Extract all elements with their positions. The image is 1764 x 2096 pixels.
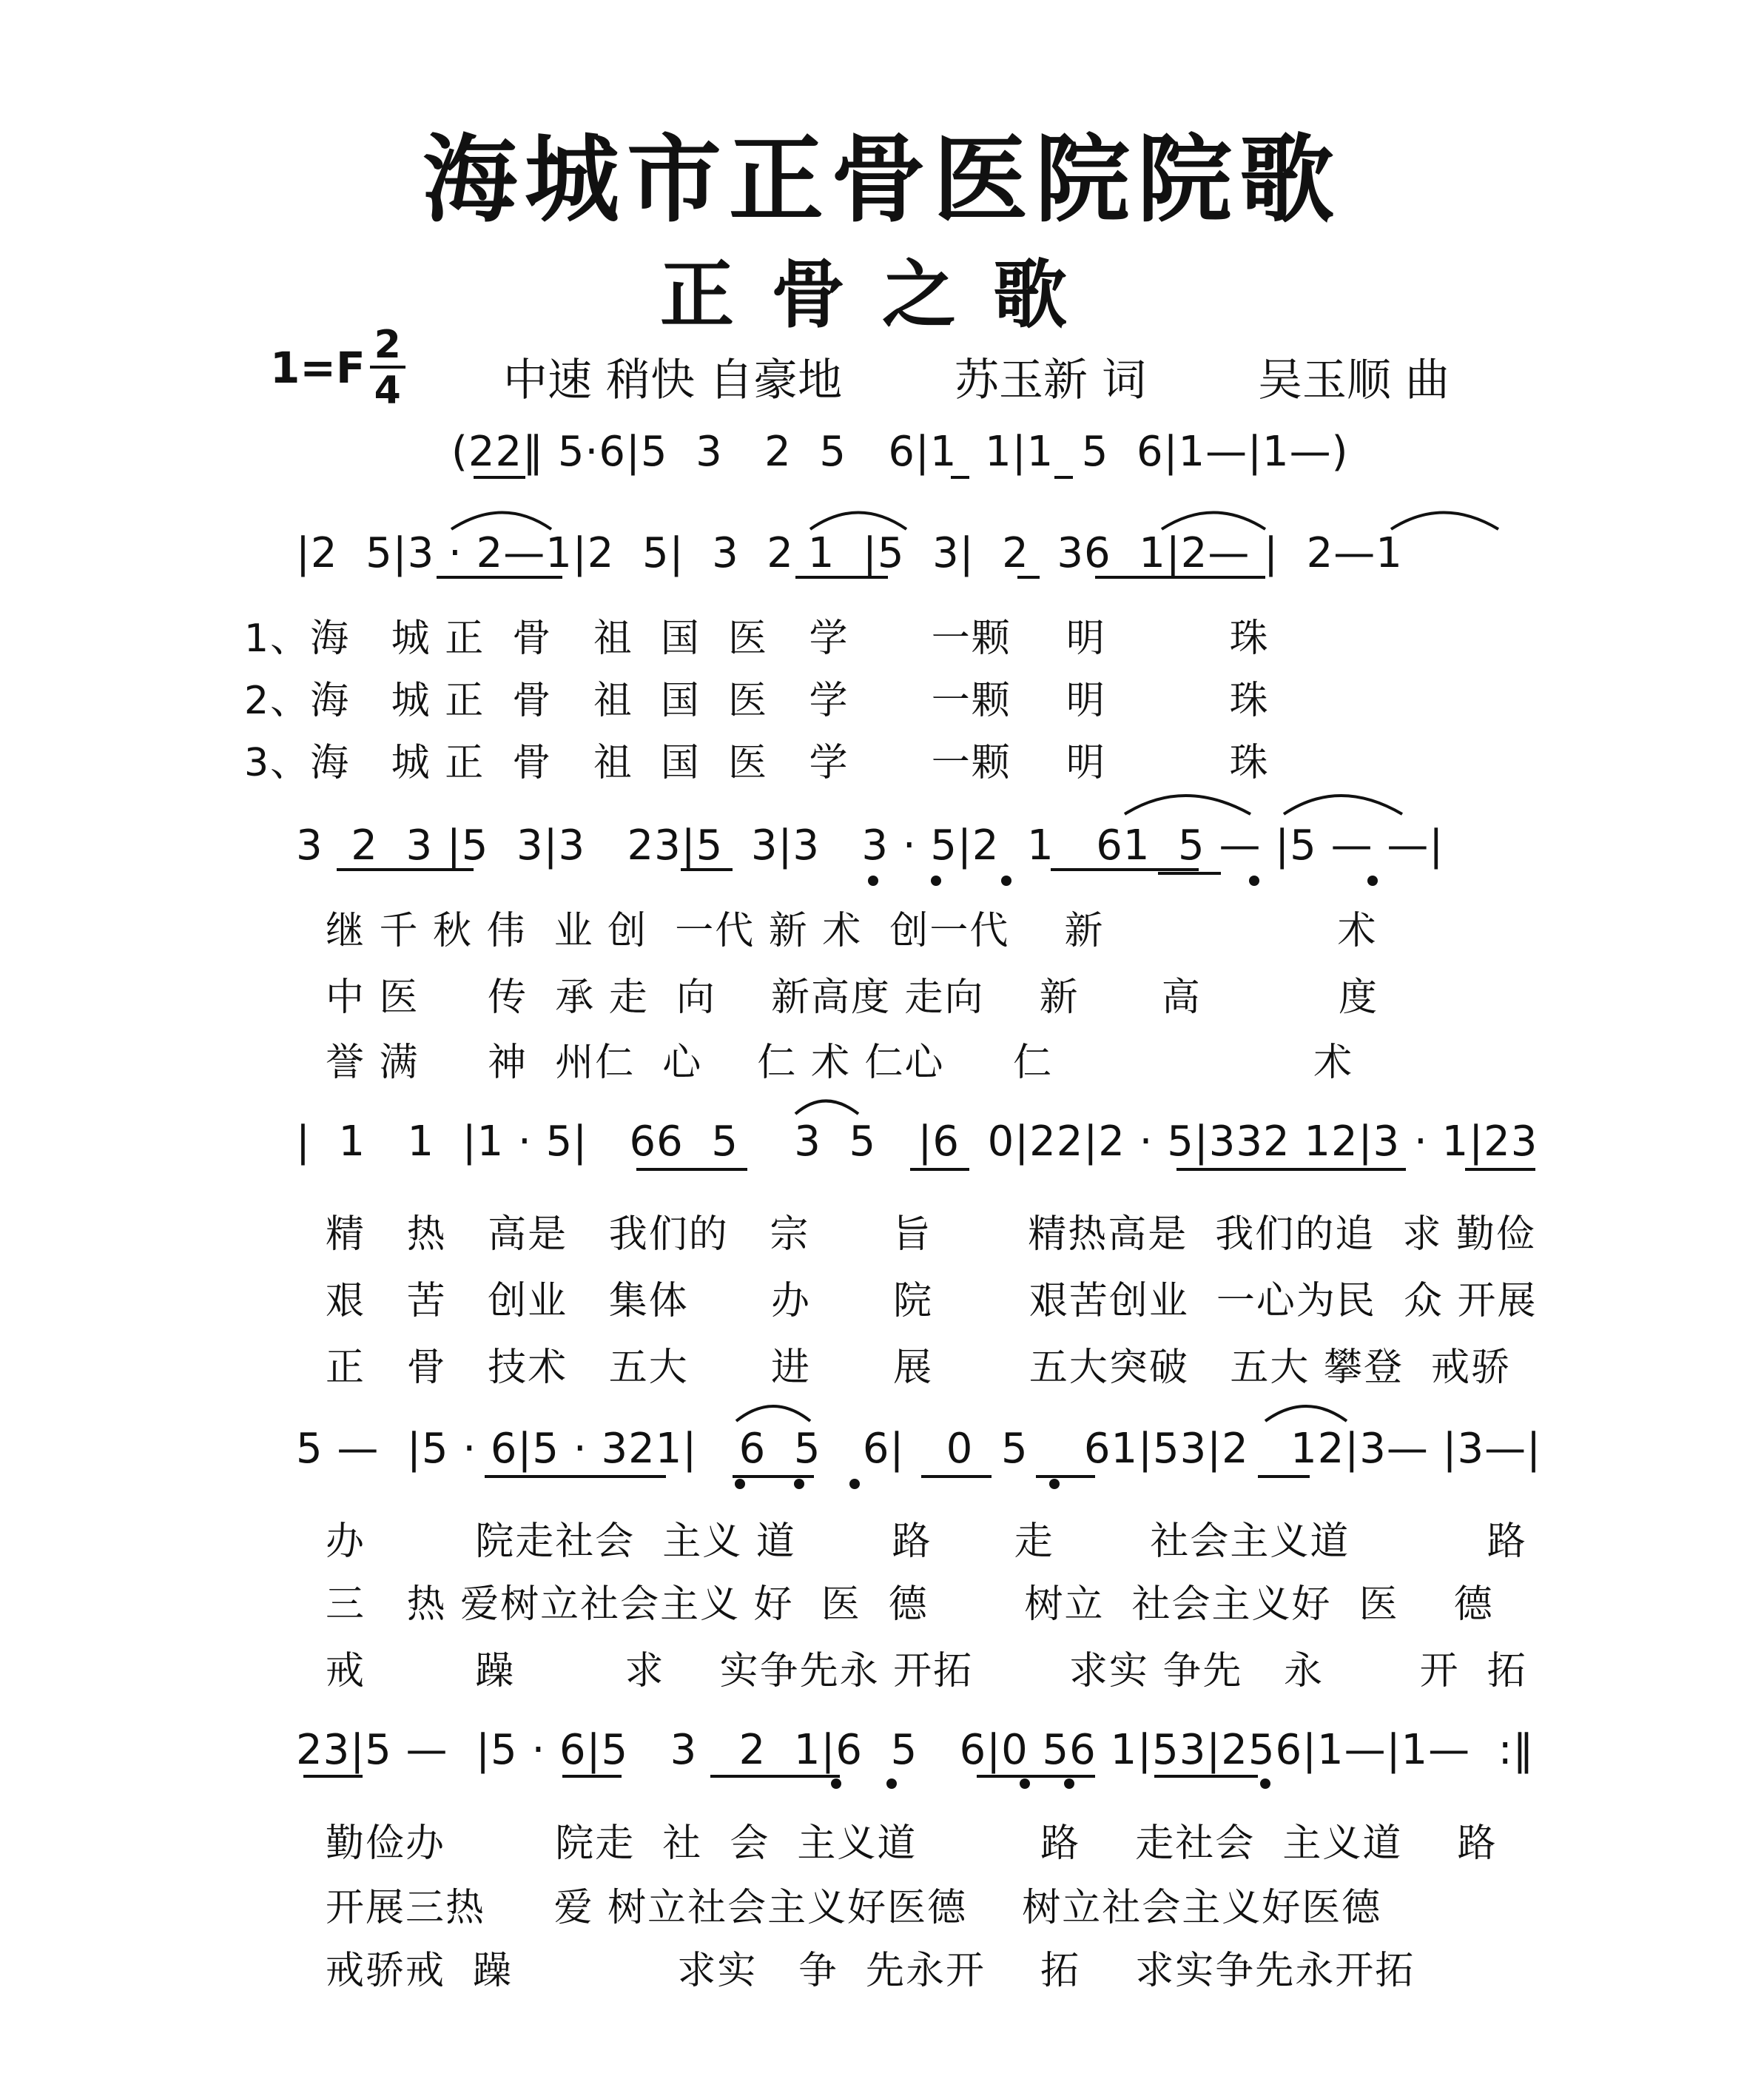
dot	[831, 1778, 841, 1789]
song-subtitle: 正骨之歌	[660, 252, 1104, 338]
system-3-lyric-verse-1: 精 热 高是 我们的 宗 旨 精热高是 我们的追 求 勤俭	[326, 1212, 1536, 1257]
slur	[1125, 796, 1250, 814]
key-label: 1=F	[270, 343, 366, 393]
dot	[1367, 876, 1378, 886]
tempo-marking: 中速 稍快 自豪地	[503, 355, 843, 406]
intro-notation: (22‖ 5·6|5 3 2 5 6|1 1|1 5 6|1—|1—)	[451, 428, 1349, 476]
dot	[1049, 1479, 1060, 1489]
system-2-lyric-verse-2: 中 医 传 承 走 向 新高度 走向 新 高 度	[326, 975, 1379, 1020]
system-1-notes: |2 5|3 · 2—1|2 5| 3 2 1 |5 3| 2 36 1|2— | 2—1	[296, 529, 1403, 577]
slur	[1162, 513, 1265, 530]
slur	[810, 513, 906, 530]
dot	[1260, 1778, 1270, 1789]
dot	[1001, 876, 1011, 886]
system-1-lyric-verse-1: 1、海 城 正 骨 祖 国 医 学 一颗 明 珠	[244, 617, 1270, 661]
system-2-notes: 3 2 3 |5 3|3 23|5 3|3 3 · 5|2 1 61 5 — |5 — —|	[296, 822, 1444, 870]
lyricist-credit: 苏玉新 词	[955, 355, 1147, 406]
time-signature	[370, 323, 405, 413]
slur	[795, 1101, 858, 1115]
system-5-lyric-verse-1: 勤俭办 院走 社 会 主义道 路 走社会 主义道 路	[326, 1821, 1498, 1866]
system-3-lyric-verse-3: 正 骨 技术 五大 进 展 五大突破 五大 攀登 戒骄	[326, 1346, 1511, 1390]
system-4-notes: 5 — |5 · 6|5 · 321| 6 5 6| 0 5 61|53|2 12|3— |3—|	[296, 1425, 1542, 1473]
system-5-lyric-verse-3: 戒骄戒 躁 求实 争 先永开 拓 求实争先永开拓	[326, 1949, 1415, 1993]
slur	[1284, 796, 1402, 814]
system-5-notes: 23|5 — |5 · 6|5 3 2 1|6 5 6|0 56 1|53|256|1—|1— :‖	[296, 1726, 1535, 1774]
dot	[735, 1479, 745, 1489]
system-1-lyric-verse-2: 2、海 城 正 骨 祖 国 医 学 一颗 明 珠	[244, 679, 1270, 723]
slur	[451, 513, 551, 530]
slur	[1391, 513, 1498, 530]
dot	[1249, 876, 1259, 886]
system-4-lyric-verse-2: 三 热 爱树立社会主义 好 医 德 树立 社会主义好 医 德	[326, 1582, 1494, 1627]
dot	[1020, 1778, 1030, 1789]
system-2-lyric-verse-1: 继 千 秋 伟 业 创 一代 新 术 创一代 新 术	[326, 909, 1378, 953]
system-5-lyric-verse-2: 开展三热 爱 树立社会主义好医德 树立社会主义好医德	[326, 1886, 1382, 1930]
dot	[931, 876, 941, 886]
system-4-lyric-verse-3: 戒 躁 求 实争先永 开拓 求实 争先 永 开 拓	[326, 1649, 1527, 1693]
dot	[1064, 1778, 1074, 1789]
composer-credit: 吴玉顺 曲	[1258, 355, 1450, 406]
dot	[849, 1479, 860, 1489]
song-title: 海城市正骨医院院歌	[422, 124, 1341, 235]
system-4-lyric-verse-1: 办 院走社会 主义 道 路 走 社会主义道 路	[326, 1519, 1527, 1564]
slur	[736, 1406, 810, 1421]
slur	[1265, 1406, 1347, 1421]
dot	[886, 1778, 897, 1789]
system-3-notes: | 1 1 |1 · 5| 66 5 3 5 |6 0|22|2 · 5|332 12|3 · 1|23	[296, 1118, 1538, 1166]
dot	[868, 876, 878, 886]
system-2-lyric-verse-3: 誉 满 神 州仁 心 仁 术 仁心 仁 术	[326, 1041, 1354, 1085]
dot	[794, 1479, 804, 1489]
system-1-lyric-verse-3: 3、海 城 正 骨 祖 国 医 学 一颗 明 珠	[244, 741, 1270, 785]
time-signature-top: 2	[370, 326, 405, 369]
time-signature-bottom: 4	[374, 369, 401, 413]
key-signature	[270, 323, 405, 413]
system-3-lyric-verse-2: 艰 苦 创业 集体 办 院 艰苦创业 一心为民 众 开展	[326, 1279, 1538, 1323]
